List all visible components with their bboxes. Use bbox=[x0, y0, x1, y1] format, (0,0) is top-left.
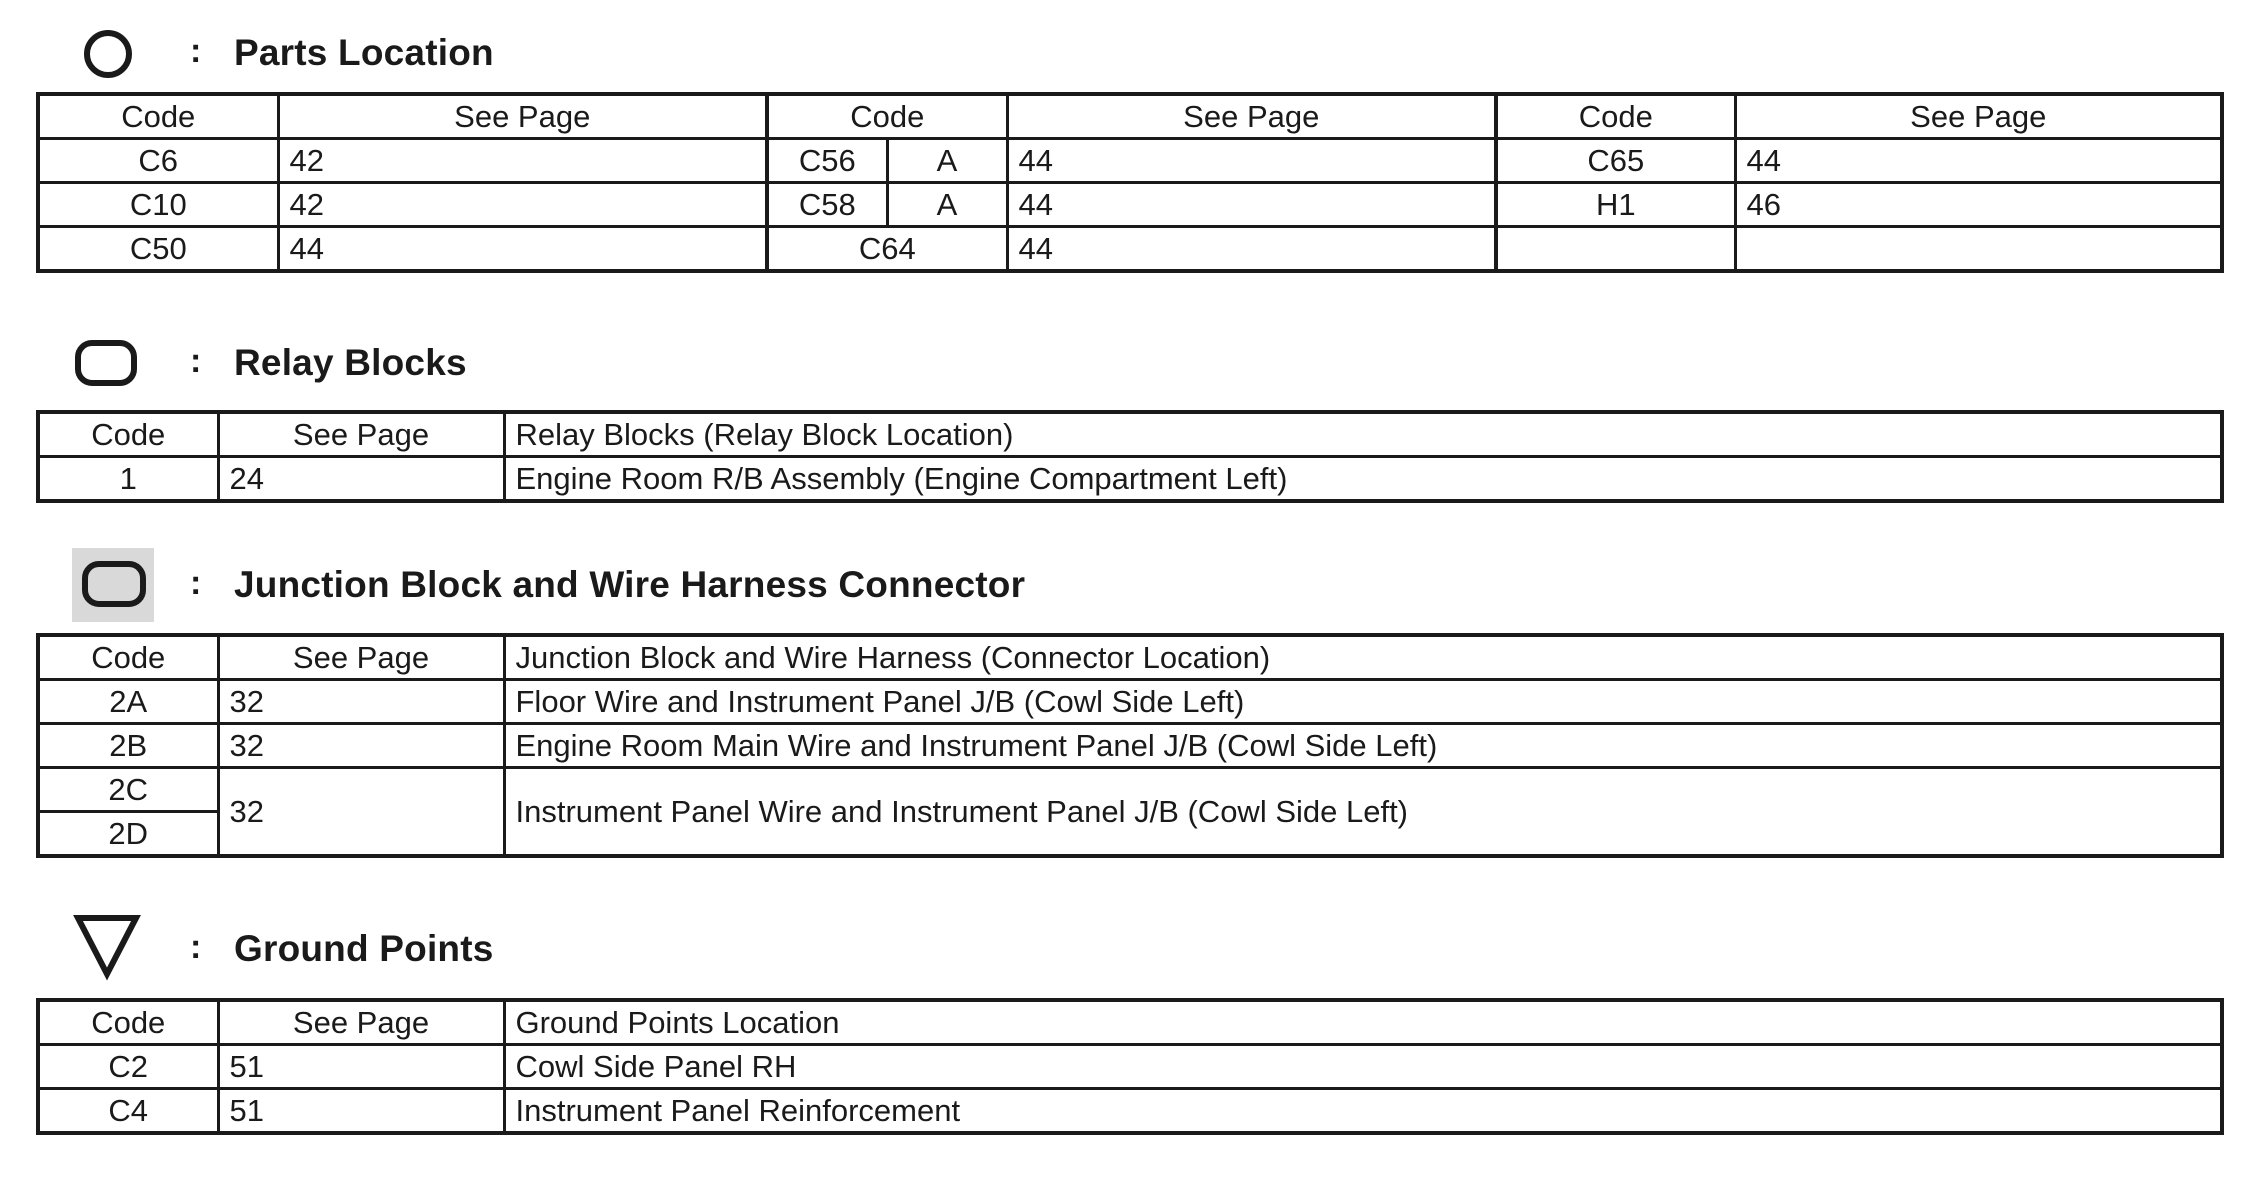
table-row bbox=[38, 457, 2222, 502]
suffix-cell: A bbox=[887, 183, 1007, 227]
header-description: Relay Blocks (Relay Block Location) bbox=[504, 412, 2222, 457]
code-cell: C6 bbox=[38, 139, 278, 183]
code-cell: C56 bbox=[767, 139, 887, 183]
page-cell: 42 bbox=[278, 139, 767, 183]
code-cell: C64 bbox=[767, 227, 1007, 272]
circle-icon bbox=[70, 16, 150, 96]
code-cell: 2B bbox=[38, 724, 218, 768]
header-see-page: See Page bbox=[218, 635, 504, 680]
section-title-relay-blocks: Relay Blocks bbox=[234, 342, 467, 383]
suffix-cell: A bbox=[887, 139, 1007, 183]
relay-blocks-header bbox=[0, 326, 2256, 406]
colon: : bbox=[190, 342, 202, 380]
code-cell: C65 bbox=[1496, 139, 1735, 183]
header-see-page: See Page bbox=[1007, 94, 1496, 139]
colon: : bbox=[190, 928, 202, 966]
table-header-row bbox=[38, 412, 2222, 457]
header-see-page: See Page bbox=[1735, 94, 2222, 139]
table-row bbox=[38, 680, 2222, 724]
header-code: Code bbox=[38, 635, 218, 680]
section-title-parts-location: Parts Location bbox=[234, 32, 494, 73]
colon: : bbox=[190, 564, 202, 602]
page-cell: 46 bbox=[1735, 183, 2222, 227]
code-cell: 2C bbox=[38, 768, 218, 812]
header-code: Code bbox=[767, 94, 1007, 139]
table-header-row bbox=[38, 1000, 2222, 1045]
description-cell: Instrument Panel Wire and Instrument Panel J/B (Cowl Side Left) bbox=[504, 768, 2222, 857]
page-cell: 44 bbox=[1007, 227, 1496, 272]
page-cell: 32 bbox=[218, 724, 504, 768]
page-cell: 44 bbox=[278, 227, 767, 272]
inverted-triangle-icon bbox=[70, 912, 150, 992]
page-cell: 42 bbox=[278, 183, 767, 227]
colon: : bbox=[190, 32, 202, 70]
description-cell: Floor Wire and Instrument Panel J/B (Cowl Side Left) bbox=[504, 680, 2222, 724]
table-row bbox=[38, 724, 2222, 768]
table-row bbox=[38, 139, 2222, 183]
header-see-page: See Page bbox=[218, 412, 504, 457]
header-description: Junction Block and Wire Harness (Connector Location) bbox=[504, 635, 2222, 680]
header-see-page: See Page bbox=[278, 94, 767, 139]
code-cell: 2D bbox=[38, 812, 218, 857]
code-cell: 1 bbox=[38, 457, 218, 502]
code-cell: C10 bbox=[38, 183, 278, 227]
description-cell: Instrument Panel Reinforcement bbox=[504, 1089, 2222, 1134]
header-code: Code bbox=[38, 94, 278, 139]
ground-points-table bbox=[36, 998, 2224, 1135]
section-title-junction-block: Junction Block and Wire Harness Connector bbox=[234, 564, 1026, 605]
section-title-ground-points: Ground Points bbox=[234, 928, 494, 969]
header-code: Code bbox=[38, 412, 218, 457]
code-cell bbox=[1496, 227, 1735, 272]
code-cell: C58 bbox=[767, 183, 887, 227]
shaded-rounded-rect-icon bbox=[70, 548, 150, 628]
header-see-page: See Page bbox=[218, 1000, 504, 1045]
table-row bbox=[38, 227, 2222, 272]
page-cell: 44 bbox=[1007, 183, 1496, 227]
page-cell: 32 bbox=[218, 768, 504, 857]
code-cell: C2 bbox=[38, 1045, 218, 1089]
code-cell: C4 bbox=[38, 1089, 218, 1134]
page-cell: 32 bbox=[218, 680, 504, 724]
header-code: Code bbox=[1496, 94, 1735, 139]
junction-block-header bbox=[0, 548, 2256, 628]
table-row bbox=[38, 1045, 2222, 1089]
table-row bbox=[38, 183, 2222, 227]
page-cell: 44 bbox=[1007, 139, 1496, 183]
rounded-rect-icon bbox=[70, 326, 150, 406]
ground-points-header bbox=[0, 912, 2256, 992]
table-row bbox=[38, 768, 2222, 812]
page-cell: 44 bbox=[1735, 139, 2222, 183]
junction-block-table bbox=[36, 633, 2224, 858]
parts-location-table bbox=[36, 92, 2224, 273]
header-description: Ground Points Location bbox=[504, 1000, 2222, 1045]
page-cell: 51 bbox=[218, 1089, 504, 1134]
page-cell bbox=[1735, 227, 2222, 272]
code-cell: C50 bbox=[38, 227, 278, 272]
table-header-row bbox=[38, 635, 2222, 680]
code-cell: H1 bbox=[1496, 183, 1735, 227]
table-header-row bbox=[38, 94, 2222, 139]
description-cell: Cowl Side Panel RH bbox=[504, 1045, 2222, 1089]
code-cell: 2A bbox=[38, 680, 218, 724]
description-cell: Engine Room R/B Assembly (Engine Compartment Left) bbox=[504, 457, 2222, 502]
relay-blocks-table bbox=[36, 410, 2224, 503]
parts-location-header bbox=[0, 16, 2256, 96]
header-code: Code bbox=[38, 1000, 218, 1045]
description-cell: Engine Room Main Wire and Instrument Panel J/B (Cowl Side Left) bbox=[504, 724, 2222, 768]
page-cell: 24 bbox=[218, 457, 504, 502]
table-row bbox=[38, 1089, 2222, 1134]
page-cell: 51 bbox=[218, 1045, 504, 1089]
